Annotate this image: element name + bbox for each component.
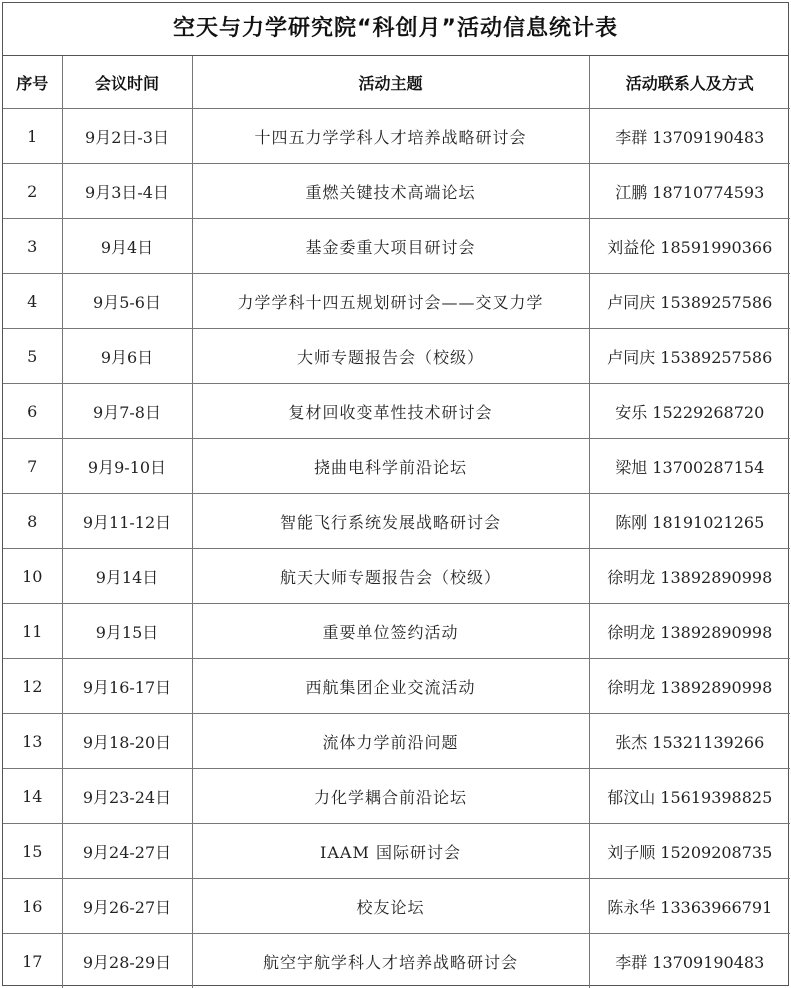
header-serial-number: 序号 [3, 56, 62, 109]
serial-number-cell: 3 [3, 219, 62, 274]
table-row [3, 274, 790, 329]
table-row [3, 934, 790, 988]
activity-topic-cell: 十四五力学学科人才培养战略研讨会 [192, 109, 589, 164]
table-row [3, 219, 790, 274]
activity-topic-cell: 航空宇航学科人才培养战略研讨会 [192, 934, 589, 988]
table-row [3, 329, 790, 384]
serial-number-cell: 1 [3, 109, 62, 164]
meeting-time-cell: 9月3日-4日 [62, 164, 192, 219]
table-row [3, 384, 790, 439]
contact-cell: 郁汶山 15619398825 [589, 769, 790, 824]
contact-cell: 江鹏 18710774593 [589, 164, 790, 219]
header-activity-topic: 活动主题 [192, 56, 589, 109]
meeting-time-cell: 9月9-10日 [62, 439, 192, 494]
contact-cell: 徐明龙 13892890998 [589, 659, 790, 714]
activity-topic-cell: 力化学耦合前沿论坛 [192, 769, 589, 824]
activity-topic-cell: 西航集团企业交流活动 [192, 659, 589, 714]
activity-topic-cell: 力学学科十四五规划研讨会——交叉力学 [192, 274, 589, 329]
serial-number-cell: 12 [3, 659, 62, 714]
serial-number-cell: 13 [3, 714, 62, 769]
header-row [3, 56, 790, 109]
page-title: 空天与力学研究院“科创月”活动信息统计表 [3, 3, 788, 56]
table-row [3, 604, 790, 659]
activity-table [3, 56, 790, 988]
table-row [3, 164, 790, 219]
table-row [3, 659, 790, 714]
activity-topic-cell: 重要单位签约活动 [192, 604, 589, 659]
serial-number-cell: 16 [3, 879, 62, 934]
meeting-time-cell: 9月24-27日 [62, 824, 192, 879]
table-row [3, 549, 790, 604]
contact-cell: 陈刚 18191021265 [589, 494, 790, 549]
table-row [3, 494, 790, 549]
activity-statistics-sheet [2, 2, 789, 986]
activity-topic-cell: 航天大师专题报告会（校级） [192, 549, 589, 604]
table-row [3, 879, 790, 934]
meeting-time-cell: 9月15日 [62, 604, 192, 659]
serial-number-cell: 8 [3, 494, 62, 549]
contact-cell: 徐明龙 13892890998 [589, 604, 790, 659]
serial-number-cell: 14 [3, 769, 62, 824]
table-row [3, 109, 790, 164]
activity-topic-cell: 智能飞行系统发展战略研讨会 [192, 494, 589, 549]
serial-number-cell: 7 [3, 439, 62, 494]
activity-topic-cell: 基金委重大项目研讨会 [192, 219, 589, 274]
meeting-time-cell: 9月5-6日 [62, 274, 192, 329]
contact-cell: 张杰 15321139266 [589, 714, 790, 769]
contact-cell: 陈永华 13363966791 [589, 879, 790, 934]
serial-number-cell: 15 [3, 824, 62, 879]
activity-topic-cell: 流体力学前沿问题 [192, 714, 589, 769]
meeting-time-cell: 9月16-17日 [62, 659, 192, 714]
meeting-time-cell: 9月26-27日 [62, 879, 192, 934]
serial-number-cell: 11 [3, 604, 62, 659]
header-contact: 活动联系人及方式 [589, 56, 790, 109]
activity-topic-cell: 校友论坛 [192, 879, 589, 934]
activity-topic-cell: IAAM 国际研讨会 [192, 824, 589, 879]
activity-topic-cell: 大师专题报告会（校级） [192, 329, 589, 384]
meeting-time-cell: 9月7-8日 [62, 384, 192, 439]
contact-cell: 安乐 15229268720 [589, 384, 790, 439]
table-row [3, 824, 790, 879]
meeting-time-cell: 9月28-29日 [62, 934, 192, 988]
meeting-time-cell: 9月11-12日 [62, 494, 192, 549]
serial-number-cell: 10 [3, 549, 62, 604]
meeting-time-cell: 9月4日 [62, 219, 192, 274]
contact-cell: 卢同庆 15389257586 [589, 329, 790, 384]
table-row [3, 714, 790, 769]
serial-number-cell: 4 [3, 274, 62, 329]
meeting-time-cell: 9月2日-3日 [62, 109, 192, 164]
contact-cell: 李群 13709190483 [589, 109, 790, 164]
serial-number-cell: 6 [3, 384, 62, 439]
contact-cell: 梁旭 13700287154 [589, 439, 790, 494]
meeting-time-cell: 9月14日 [62, 549, 192, 604]
activity-topic-cell: 挠曲电科学前沿论坛 [192, 439, 589, 494]
activity-topic-cell: 复材回收变革性技术研讨会 [192, 384, 589, 439]
activity-topic-cell: 重燃关键技术高端论坛 [192, 164, 589, 219]
contact-cell: 徐明龙 13892890998 [589, 549, 790, 604]
contact-cell: 卢同庆 15389257586 [589, 274, 790, 329]
meeting-time-cell: 9月23-24日 [62, 769, 192, 824]
contact-cell: 刘子顺 15209208735 [589, 824, 790, 879]
contact-cell: 李群 13709190483 [589, 934, 790, 988]
serial-number-cell: 2 [3, 164, 62, 219]
meeting-time-cell: 9月18-20日 [62, 714, 192, 769]
serial-number-cell: 17 [3, 934, 62, 988]
header-meeting-time: 会议时间 [62, 56, 192, 109]
table-row [3, 769, 790, 824]
table-row [3, 439, 790, 494]
meeting-time-cell: 9月6日 [62, 329, 192, 384]
serial-number-cell: 5 [3, 329, 62, 384]
contact-cell: 刘益伦 18591990366 [589, 219, 790, 274]
